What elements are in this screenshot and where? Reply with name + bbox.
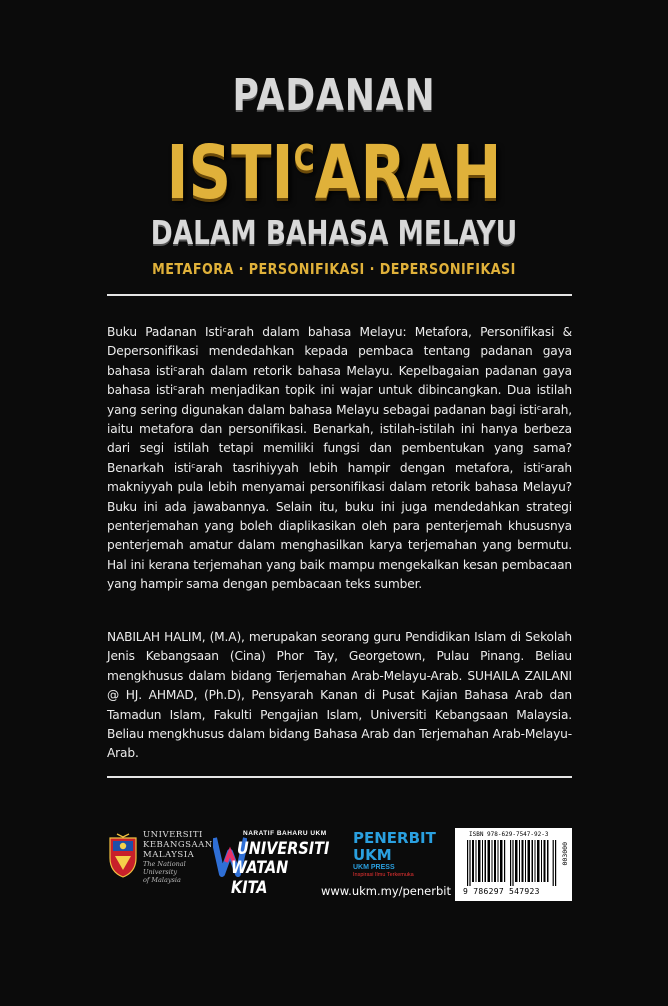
- divider-top: [107, 294, 572, 296]
- penerbit-ukm-logo: [353, 830, 445, 884]
- universiti-watan-kita-logo: [213, 830, 347, 898]
- ukm-name-line1: UNIVERSITI: [143, 830, 203, 840]
- penerbit-line1: PENERBIT: [353, 829, 436, 847]
- penerbit-line4: Inspirasi Ilmu Terkemuka: [353, 872, 414, 878]
- title-istiarah-end: ARAH: [314, 130, 502, 216]
- publisher-url: www.ukm.my/penerbit: [321, 884, 451, 898]
- title-line-istiarah: [67, 118, 601, 214]
- title-line-padanan: PADANAN: [232, 70, 436, 121]
- book-subtitle: METAFORA · PERSONIFIKASI · DEPERSONIFIKASI: [152, 260, 516, 278]
- publisher-logos: [107, 828, 572, 898]
- barcode-number: 9 786297 547923: [463, 887, 540, 896]
- penerbit-line2: UKM: [353, 846, 392, 864]
- ukm-tagline-line1: The National University: [143, 860, 186, 876]
- title-istiarah-superscript: C: [293, 138, 315, 179]
- uwk-line2: WATAN KITA: [231, 858, 289, 898]
- title-istiarah-start: ISTI: [166, 130, 294, 216]
- ukm-name-line2: KEBANGSAAN: [143, 840, 213, 850]
- barcode-side-code: 003000: [561, 842, 569, 866]
- title-line-dalam-bahasa-melayu: DALAM BAHASA MELAYU: [150, 213, 518, 252]
- authors-paragraph: NABILAH HALIM, (M.A), merupakan seorang guru Pendidikan Islam di Sekolah Jenis Kebangsaan (Cina) Phor Tay, Georgetown, Pulau Pinang. Beliau mengkhusus dalam bidang Terjemahan Arab-Melayu-Arab. SUHAILA ZAILANI @ HJ. AHMAD, (Ph.D), Pensyarah Kanan di Pusat Kajian Bahasa Arab dan Tamadun Islam, Fakulti Pengajian Islam, Universiti Kebangsaan Malaysia. Beliau mengkhusus dalam bidang Bahasa Arab dan Terjemahan Arab-Melayu-Arab.: [107, 630, 572, 761]
- penerbit-line3: UKM PRESS: [353, 864, 395, 871]
- description-paragraph: Buku Padanan Istiᶜarah dalam bahasa Melayu: Metafora, Personifikasi & Depersonifikasi mendedahkan kepada pembaca tentang padanan gaya bahasa istiᶜarah dalam retorik bahasa Melayu. Kepelbagaian padanan gaya bahasa istiᶜarah menjadikan topik ini wajar untuk dibincangkan. Dua istilah yang sering digunakan dalam bahasa Melayu sebagai padanan bagi istiᶜarah, iaitu metafora dan personifikasi. Benarkah, istilah-istilah ini hanya berbeza dari segi istilah tetapi memiliki fungsi dan pembentukan yang sama? Benarkah istiᶜarah tasrihiyyah lebih hampir dengan metafora, istiᶜarah makniyyah pula lebih menyamai personifikasi dalam retorik bahasa Melayu? Buku ini ada jawabannya. Selain itu, buku ini juga mendedahkan strategi penterjemahan yang boleh diaplikasikan oleh para penterjemah khususnya penterjemah amatur dalam menghasilkan karya terjemahan yang bermutu. Hal ini kerana terjemahan yang baik mampu mengekalkan kesan pembacaan yang hampir sama dengan pembacaan teks sumber.: [107, 325, 572, 592]
- ukm-crest-icon: [107, 832, 139, 878]
- ukm-name-line3: MALAYSIA: [143, 850, 195, 860]
- barcode-bars-icon: [467, 840, 557, 886]
- isbn-barcode: [455, 828, 572, 901]
- divider-bottom: [107, 776, 572, 778]
- uwk-line1: UNIVERSITI: [237, 839, 330, 859]
- ukm-tagline-line2: of Malaysia: [143, 876, 181, 884]
- isbn-text: ISBN 978-629-7547-92-3: [469, 831, 549, 838]
- ukm-logo: [107, 828, 213, 884]
- uwk-small-text: NARATIF BAHARU UKM: [243, 830, 327, 837]
- book-title-block: [0, 70, 668, 278]
